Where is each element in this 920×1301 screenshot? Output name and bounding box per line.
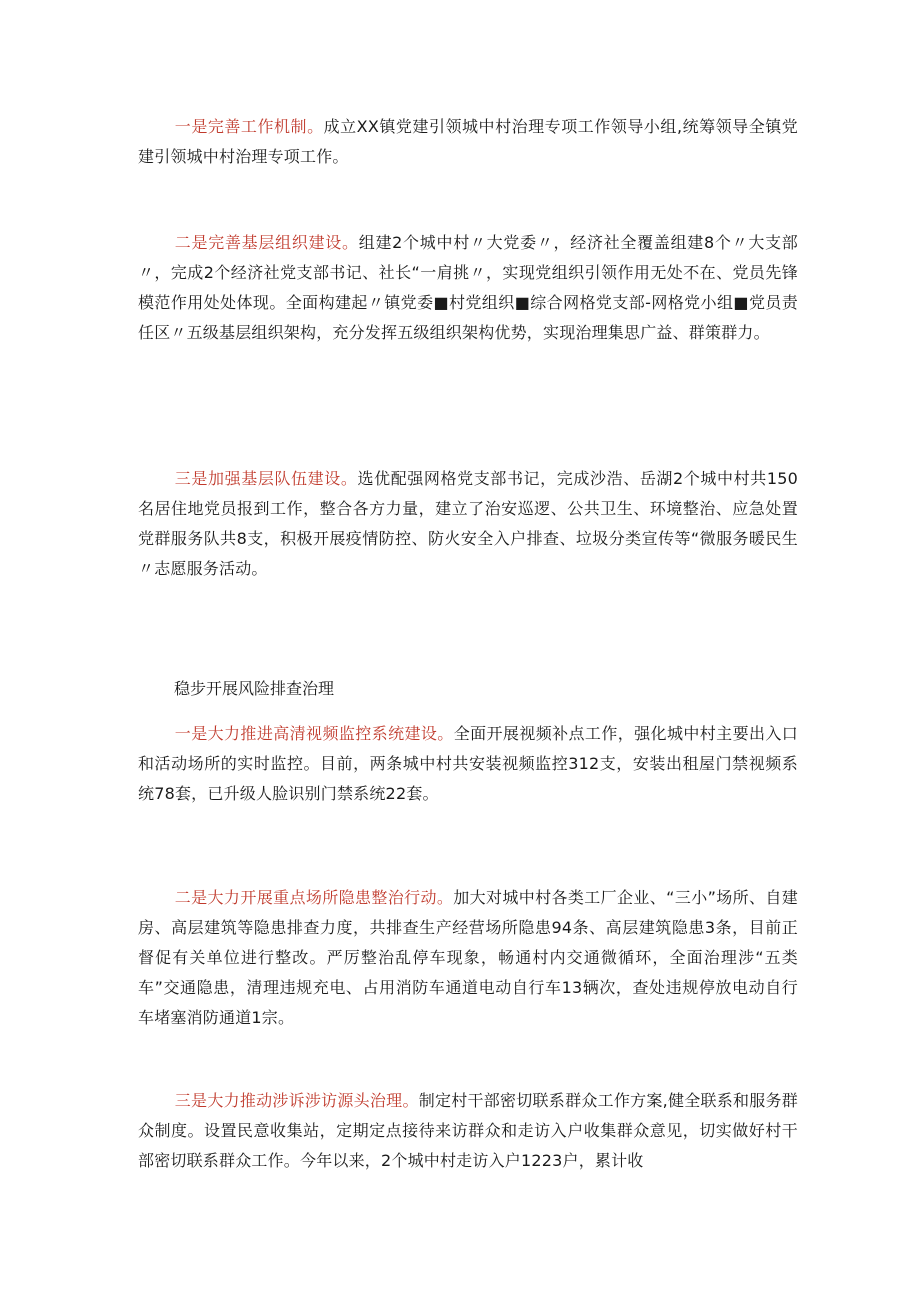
section-subheading: 稳步开展风险排查治理 xyxy=(174,679,335,698)
paragraph-lead: 三是加强基层队伍建设。 xyxy=(174,469,358,488)
paragraph-grassroots-team xyxy=(138,464,798,584)
paragraph-petition-governance xyxy=(138,1086,798,1176)
paragraph-lead: 二是完善基层组织建设。 xyxy=(174,233,359,252)
paragraph-lead: 一是大力推进高清视频监控系统建设。 xyxy=(174,724,454,743)
paragraph-hazard-rectification xyxy=(138,883,798,1033)
paragraph-lead: 三是大力推动涉诉涉访源头治理。 xyxy=(174,1091,419,1110)
paragraph-grassroots-organization xyxy=(138,228,798,348)
paragraph-lead: 二是大力开展重点场所隐患整治行动。 xyxy=(174,888,454,907)
paragraph-body: 组建2个城中村〃大党委〃，经济社全覆盖组建8个〃大支部〃，完成2个经济社党支部书记、社长“一肩挑〃，实现党组织引领作用无处不在、党员先锋模范作用处处体现。全面构建起〃镇党委■村党组织■综合网格党支部-网格党小组■党员责任区〃五级基层组织架构，充分发挥五级组织架构优势，实现治理集思广益、群策群力。 xyxy=(138,233,798,342)
paragraph-body: 制定村干部密切联系群众工作方案,健全联系和服务群众制度。设置民意收集站，定期定点接待来访群众和走访入户收集群众意见，切实做好村干部密切联系群众工作。今年以来，2个城中村走访入户1223户，累计收 xyxy=(138,1091,798,1170)
paragraph-video-monitoring xyxy=(138,719,798,809)
paragraph-body: 选优配强网格党支部书记，完成沙浩、岳湖2个城中村共150名居住地党员报到工作，整合各方力量，建立了治安巡逻、公共卫生、环境整治、应急处置党群服务队共8支，积极开展疫情防控、防火安全入户排查、垃圾分类宣传等“微服务暖民生〃志愿服务活动。 xyxy=(138,469,798,578)
paragraph-body: 加大对城中村各类工厂企业、“三小”场所、自建房、高层建筑等隐患排查力度，共排查生产经营场所隐患94条、高层建筑隐患3条，目前正督促有关单位进行整改。严厉整治乱停车现象，畅通村内交通微循环，全面治理涉“五类车”交通隐患，清理违规充电、占用消防车通道电动自行车13辆次，查处违规停放电动自行车堵塞消防通道1宗。 xyxy=(138,888,798,1027)
paragraph-work-mechanism xyxy=(138,112,798,172)
paragraph-body: 成立XX镇党建引领城中村治理专项工作领导小组,统筹领导全镇党建引领城中村治理专项工作。 xyxy=(138,117,798,166)
paragraph-body: 全面开展视频补点工作，强化城中村主要出入口和活动场所的实时监控。目前，两条城中村共安装视频监控312支，安装出租屋门禁视频系统78套，已升级人脸识别门禁系统22套。 xyxy=(138,724,798,803)
paragraph-lead: 一是完善工作机制。 xyxy=(174,117,324,136)
